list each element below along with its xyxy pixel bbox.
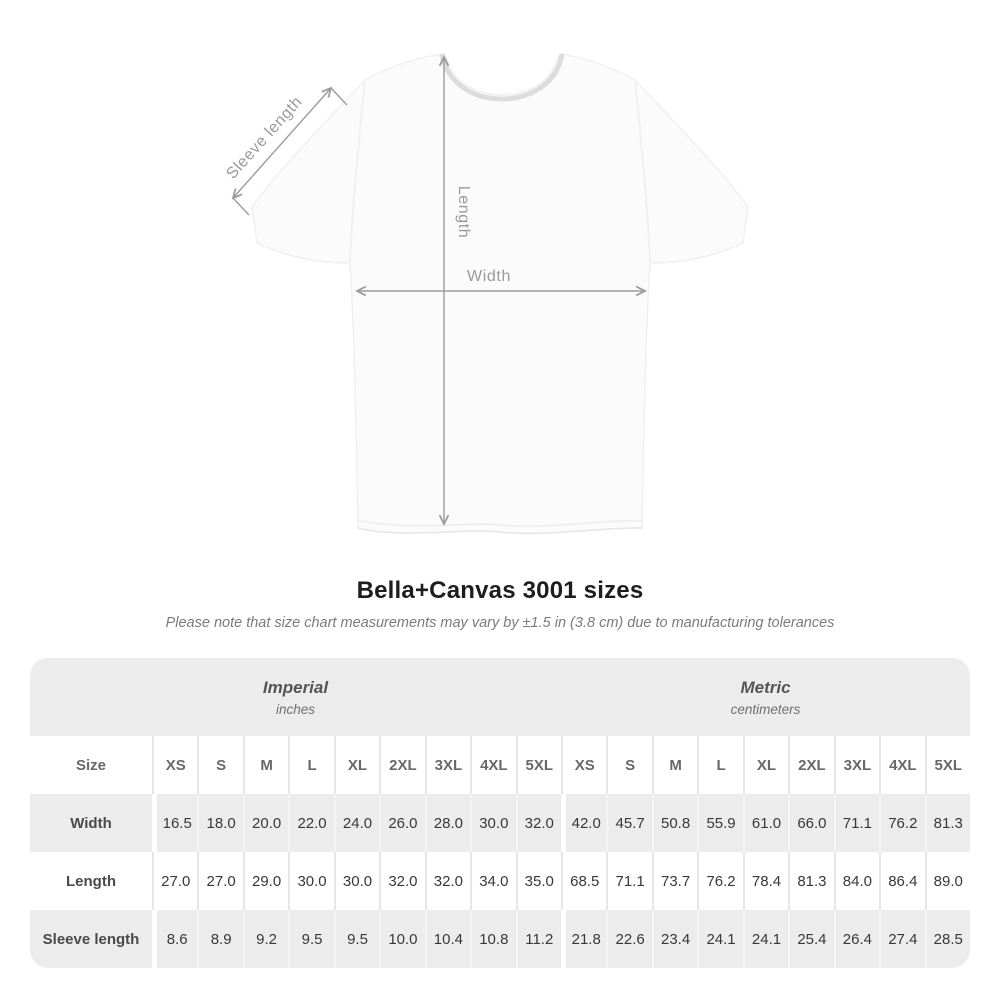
- tshirt-graphic: [252, 54, 748, 533]
- length-metric-3XL: 84.0: [834, 852, 879, 910]
- length-metric-4XL: 86.4: [879, 852, 924, 910]
- size-header-metric-XS: XS: [561, 736, 606, 794]
- width-label: Width: [30, 794, 152, 852]
- length-imperial-XS: 27.0: [152, 852, 197, 910]
- sleeve-length-imperial-L: 9.5: [288, 910, 333, 968]
- width-metric-S: 45.7: [606, 794, 651, 852]
- width-metric-M: 50.8: [652, 794, 697, 852]
- size-header-metric-M: M: [652, 736, 697, 794]
- length-metric-S: 71.1: [606, 852, 651, 910]
- length-row: [30, 852, 970, 910]
- sleeve-length-metric-4XL: 27.4: [879, 910, 924, 968]
- size-table: [30, 658, 970, 968]
- size-header-metric-L: L: [697, 736, 742, 794]
- size-header-label: Size: [30, 736, 152, 794]
- length-imperial-5XL: 35.0: [516, 852, 561, 910]
- sleeve-length-metric-S: 22.6: [606, 910, 651, 968]
- width-imperial-4XL: 30.0: [470, 794, 515, 852]
- width-metric-L: 55.9: [697, 794, 742, 852]
- size-header-row: [30, 736, 970, 794]
- length-metric-XL: 78.4: [743, 852, 788, 910]
- unit-header-band: [30, 658, 970, 736]
- sleeve-length-imperial-2XL: 10.0: [379, 910, 424, 968]
- size-header-imperial-5XL: 5XL: [516, 736, 561, 794]
- length-label: Length: [455, 185, 472, 239]
- length-imperial-2XL: 32.0: [379, 852, 424, 910]
- length-metric-L: 76.2: [697, 852, 742, 910]
- sleeve-length-metric-2XL: 25.4: [788, 910, 833, 968]
- size-header-imperial-4XL: 4XL: [470, 736, 515, 794]
- width-row: [30, 794, 970, 852]
- length-label: Length: [30, 852, 152, 910]
- size-header-metric-S: S: [606, 736, 651, 794]
- sleeve-length-row: [30, 910, 970, 968]
- length-imperial-M: 29.0: [243, 852, 288, 910]
- sleeve-length-imperial-M: 9.2: [243, 910, 288, 968]
- sleeve-length-metric-L: 24.1: [697, 910, 742, 968]
- sleeve-length-imperial-3XL: 10.4: [425, 910, 470, 968]
- size-header-imperial-2XL: 2XL: [379, 736, 424, 794]
- length-imperial-XL: 30.0: [334, 852, 379, 910]
- width-imperial-S: 18.0: [197, 794, 242, 852]
- imperial-section-header: [30, 658, 561, 736]
- size-header-metric-5XL: 5XL: [925, 736, 970, 794]
- imperial-unit-label: inches: [275, 701, 316, 717]
- sleeve-length-metric-XS: 21.8: [561, 910, 606, 968]
- length-metric-XS: 68.5: [561, 852, 606, 910]
- sleeve-length-metric-3XL: 26.4: [834, 910, 879, 968]
- width-imperial-XS: 16.5: [152, 794, 197, 852]
- width-imperial-5XL: 32.0: [516, 794, 561, 852]
- width-metric-3XL: 71.1: [834, 794, 879, 852]
- sleeve-length-imperial-XS: 8.6: [152, 910, 197, 968]
- width-imperial-M: 20.0: [243, 794, 288, 852]
- size-table-body: [30, 736, 970, 968]
- size-header-imperial-3XL: 3XL: [425, 736, 470, 794]
- width-metric-4XL: 76.2: [879, 794, 924, 852]
- title-block: [0, 577, 1000, 631]
- size-header-imperial-L: L: [288, 736, 333, 794]
- width-imperial-3XL: 28.0: [425, 794, 470, 852]
- length-imperial-L: 30.0: [288, 852, 333, 910]
- page-title: Bella+Canvas 3001 sizes: [356, 577, 644, 604]
- length-metric-2XL: 81.3: [788, 852, 833, 910]
- imperial-label: Imperial: [262, 677, 329, 697]
- length-metric-5XL: 89.0: [925, 852, 970, 910]
- sleeve-length-imperial-4XL: 10.8: [470, 910, 515, 968]
- sleeve-length-imperial-XL: 9.5: [334, 910, 379, 968]
- size-header-imperial-M: M: [243, 736, 288, 794]
- sleeve-length-imperial-S: 8.9: [197, 910, 242, 968]
- width-metric-2XL: 66.0: [788, 794, 833, 852]
- size-header-metric-3XL: 3XL: [834, 736, 879, 794]
- metric-section-header: [561, 658, 970, 736]
- length-metric-M: 73.7: [652, 852, 697, 910]
- sleeve-length-metric-5XL: 28.5: [925, 910, 970, 968]
- sleeve-length-metric-XL: 24.1: [743, 910, 788, 968]
- width-imperial-L: 22.0: [288, 794, 333, 852]
- sleeve-length-label: Sleeve length: [30, 910, 152, 968]
- size-header-imperial-XL: XL: [334, 736, 379, 794]
- width-imperial-2XL: 26.0: [379, 794, 424, 852]
- size-header-metric-4XL: 4XL: [879, 736, 924, 794]
- metric-unit-label: centimeters: [730, 701, 801, 717]
- width-imperial-XL: 24.0: [334, 794, 379, 852]
- length-imperial-4XL: 34.0: [470, 852, 515, 910]
- width-label: Width: [467, 268, 511, 285]
- width-metric-XS: 42.0: [561, 794, 606, 852]
- length-imperial-S: 27.0: [197, 852, 242, 910]
- size-header-imperial-S: S: [197, 736, 242, 794]
- size-header-metric-2XL: 2XL: [788, 736, 833, 794]
- width-metric-XL: 61.0: [743, 794, 788, 852]
- tolerance-note: Please note that size chart measurements may vary by ±1.5 in (3.8 cm) due to manufacturing tolerances: [165, 615, 835, 631]
- size-header-metric-XL: XL: [743, 736, 788, 794]
- length-imperial-3XL: 32.0: [425, 852, 470, 910]
- sleeve-length-imperial-5XL: 11.2: [516, 910, 561, 968]
- sleeve-length-metric-M: 23.4: [652, 910, 697, 968]
- size-header-imperial-XS: XS: [152, 736, 197, 794]
- sleeve-length-label: Sleeve length: [223, 93, 307, 183]
- metric-label: Metric: [740, 677, 791, 697]
- width-metric-5XL: 81.3: [925, 794, 970, 852]
